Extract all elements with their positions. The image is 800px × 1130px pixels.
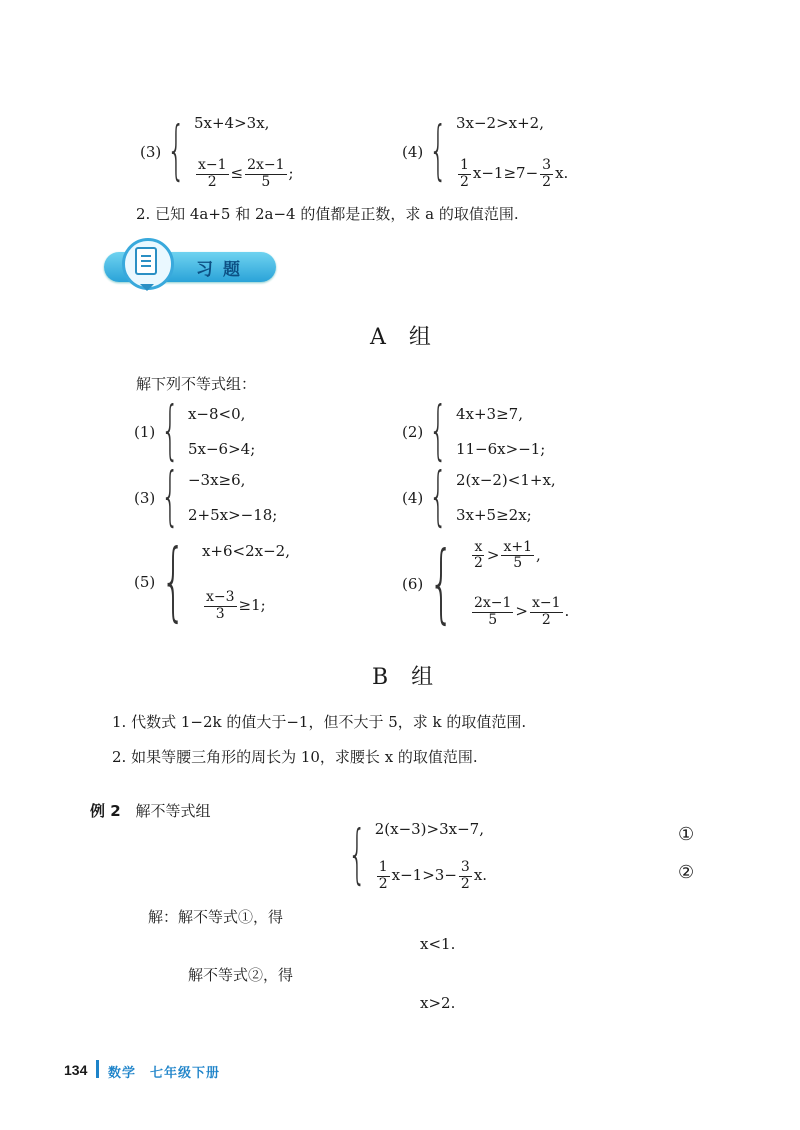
brace: { (429, 114, 448, 189)
banner-arrow-icon (140, 284, 154, 291)
brace: { (348, 818, 367, 893)
brace: { (161, 460, 180, 535)
fraction: $\frac{x+1}{5}$ (503, 539, 533, 572)
ineq-line: 4x+3≥7, (455, 405, 523, 423)
ineq-line: 2(x−2)<1+x, (455, 471, 556, 489)
fraction: $\frac{x-1}{2}$ (197, 157, 227, 190)
example-label: 例 2 (90, 802, 121, 820)
brace: { (161, 394, 180, 469)
group-a-title: A 组 (370, 325, 439, 350)
page-number: 134 (64, 1062, 88, 1078)
brace: { (429, 533, 454, 634)
ineq-line: 3x−2>x+2, (455, 114, 544, 132)
ineq-line: 2(x−3)>3x−7, (374, 820, 484, 838)
notebook-icon (135, 247, 157, 275)
problem-label: (6) (402, 575, 424, 593)
fraction: $\frac{1}{2}$ (378, 859, 388, 892)
question-2: 2. 已知 4a+5 和 2a−4 的值都是正数，求 a 的取值范围. (136, 205, 519, 223)
problem-3 (134, 460, 278, 535)
ineq-line: $\frac{x-3}{3}$ ≥1; (205, 589, 266, 622)
ineq-line: x+6<2x−2, (201, 542, 290, 560)
system-label: (3) (140, 143, 162, 161)
problem-label: (4) (402, 489, 424, 507)
ineq-line: $\frac{x-1}{2}$ ≤ $\frac{2x-1}{5}$ ; (197, 157, 294, 190)
ineq-line: x−8<0, (187, 405, 246, 423)
circled-two-mark: ② (678, 862, 695, 883)
fraction: $\frac{3}{2}$ (460, 859, 470, 892)
problem-1 (134, 394, 256, 469)
brace: { (429, 460, 448, 535)
group-b-title: B 组 (372, 665, 442, 690)
solution-line-2: 解不等式②，得 (188, 966, 294, 984)
fraction: $\frac{2x-1}{5}$ (247, 157, 285, 190)
book-title: 数学 七年级下册 (108, 1066, 221, 1081)
fraction: $\frac{x}{2}$ (473, 539, 483, 572)
solution-line-1: 解：解不等式①，得 (148, 908, 284, 926)
banner-title: 习题 (196, 260, 250, 280)
system-label: (4) (402, 143, 424, 161)
circled-one-mark: ① (678, 824, 695, 845)
problem-label: (5) (134, 573, 156, 591)
problem-5 (134, 531, 290, 632)
problem-label: (1) (134, 423, 156, 441)
ineq-line: $\frac{1}{2}$ x−1>3− $\frac{3}{2}$ x. (378, 859, 488, 892)
group-a-intro: 解下列不等式组： (136, 375, 257, 393)
brace: { (167, 114, 186, 189)
brace: { (161, 531, 186, 632)
top-system-4 (402, 112, 568, 192)
example-system (348, 818, 487, 894)
fraction: $\frac{x-3}{3}$ (205, 589, 235, 622)
fraction: $\frac{3}{2}$ (542, 157, 552, 190)
fraction: $\frac{2x-1}{5}$ (473, 595, 512, 628)
ineq-line: $\frac{x}{2}$ > $\frac{x+1}{5}$ , (473, 539, 541, 572)
brace: { (429, 394, 448, 469)
fraction: $\frac{x-1}{2}$ (532, 595, 561, 628)
ineq-line: 3x+5≥2x; (455, 505, 532, 524)
example-title: 解不等式组 (135, 802, 211, 820)
ineq-line: 2+5x>−18; (187, 505, 278, 524)
problem-4 (402, 460, 556, 535)
ineq-line: $\frac{2x-1}{5}$ > $\frac{x-1}{2}$ . (473, 595, 570, 628)
top-system-3 (140, 112, 294, 192)
group-b-q1: 1. 代数式 1−2k 的值大于−1，但不大于 5，求 k 的取值范围. (112, 713, 527, 731)
example-heading (90, 800, 210, 821)
problem-6 (402, 533, 570, 634)
group-b-q2: 2. 如果等腰三角形的周长为 10，求腰长 x 的取值范围. (112, 748, 478, 766)
footer-divider (96, 1060, 99, 1078)
ineq-line: $\frac{1}{2}$ x−1≥7− $\frac{3}{2}$ x. (459, 157, 569, 190)
problem-label: (2) (402, 423, 424, 441)
ineq-line: 11−6x>−1; (455, 439, 546, 458)
problem-2 (402, 394, 546, 469)
ineq-line: 5x+4>3x, (193, 114, 270, 132)
fraction: $\frac{1}{2}$ (459, 157, 469, 190)
solution-result-1: x<1. (420, 935, 456, 953)
ineq-line: −3x≥6, (187, 471, 246, 489)
ineq-line: 5x−6>4; (187, 439, 256, 458)
problem-label: (3) (134, 489, 156, 507)
solution-result-2: x>2. (420, 994, 456, 1012)
